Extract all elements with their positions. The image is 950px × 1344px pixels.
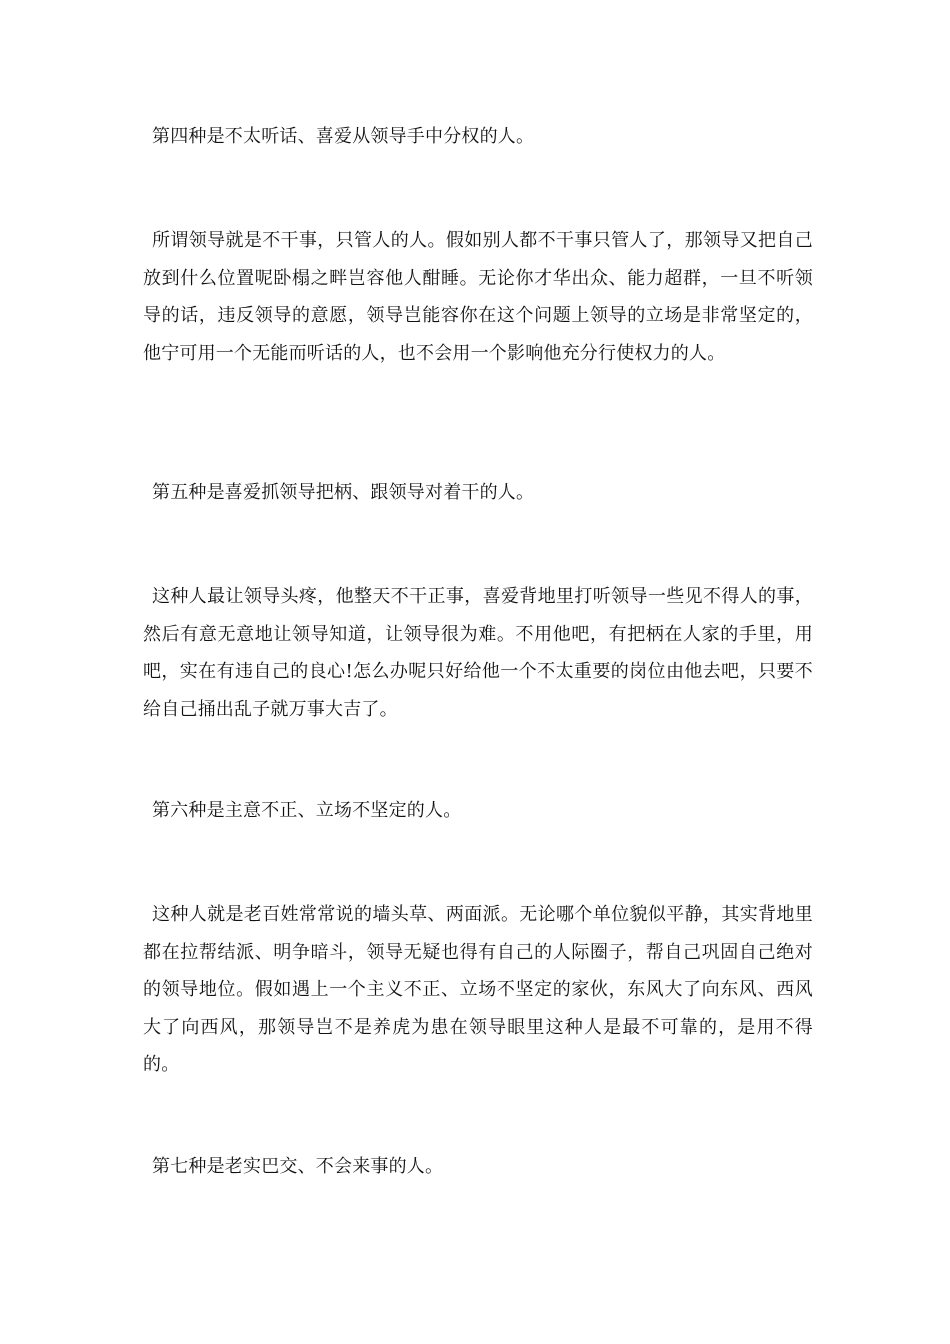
heading-type-five: 第五种是喜爱抓领导把柄、跟领导对着干的人。 — [152, 482, 535, 503]
heading-type-seven: 第七种是老实巴交、不会来事的人。 — [152, 1156, 444, 1177]
heading-type-four: 第四种是不太听话、喜爱从领导手中分权的人。 — [152, 126, 535, 147]
heading-type-six: 第六种是主意不正、立场不坚定的人。 — [152, 800, 462, 821]
paragraph-type-five-body: 这种人最让领导头疼，他整天不干正事，喜爱背地里打听领导一些见不得人的事，然后有意无意地让领导知道，让领导很为难。不用他吧，有把柄在人家的手里，用吧，实在有违自己的良心!怎么办呢只好给他一个不太重要的岗位由他去吧，只要不给自己捅出乱子就万事大吉了。 — [143, 586, 813, 720]
paragraph-type-six-body: 这种人就是老百姓常常说的墙头草、两面派。无论哪个单位貌似平静，其实背地里都在拉帮结派、明争暗斗，领导无疑也得有自己的人际圈子，帮自己巩固自己绝对的领导地位。假如遇上一个主义不正、立场不坚定的家伙，东风大了向东风、西风大了向西风，那领导岂不是养虎为患在领导眼里这种人是最不可靠的，是用不得的。 — [143, 904, 813, 1075]
paragraph-type-four-body: 所谓领导就是不干事，只管人的人。假如别人都不干事只管人了，那领导又把自己放到什么位置呢卧榻之畔岂容他人酣睡。无论你才华出众、能力超群，一旦不听领导的话，违反领导的意愿，领导岂能容你在这个问题上领导的立场是非常坚定的，他宁可用一个无能而听话的人，也不会用一个影响他充分行使权力的人。 — [143, 230, 813, 364]
